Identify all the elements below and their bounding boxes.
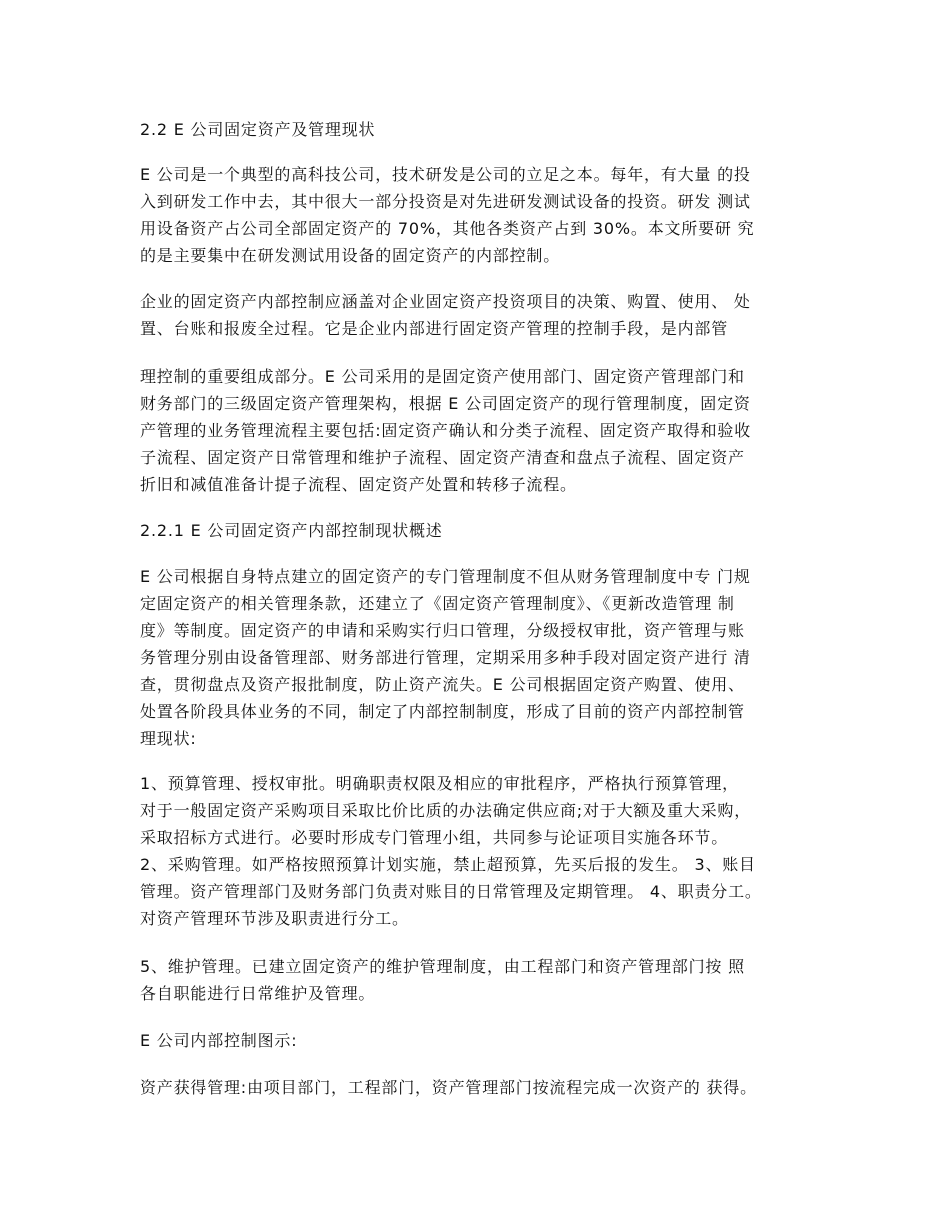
text-line: 查，贯彻盘点及资产报批制度，防止资产流失。E 公司根据固定资产购置、使用、 bbox=[140, 675, 745, 694]
text-line: 度》等制度。固定资产的申请和采购实行归口管理，分级授权审批，资产管理与账 bbox=[140, 621, 745, 640]
text-line: 对于一般固定资产采购项目采取比价比质的办法确定供应商;对于大额及重大采购， bbox=[140, 801, 751, 820]
text-line: 用设备资产占公司全部固定资产的 70%，其他各类资产占到 30%。本文所要研 究 bbox=[140, 219, 755, 238]
text-line: 2、采购管理。如严格按照预算计划实施，禁止超预算，先买后报的发生。 3、账目 bbox=[140, 855, 756, 874]
text-line: 入到研发工作中去，其中很大一部分投资是对先进研发测试设备的投资。研发 测试 bbox=[140, 192, 751, 211]
text-line: E 公司是一个典型的高科技公司，技术研发是公司的立足之本。每年，有大量 的投 bbox=[140, 165, 751, 184]
text-line: 定固定资产的相关管理条款，还建立了《固定资产管理制度》、《更新改造管理 制 bbox=[140, 594, 735, 613]
text-line: 子流程、固定资产日常管理和维护子流程、固定资产清查和盘点子流程、固定资产 bbox=[140, 448, 745, 467]
text-line: 产管理的业务管理流程主要包括:固定资产确认和分类子流程、固定资产取得和验收 bbox=[140, 421, 751, 440]
text-line: 采取招标方式进行。必要时形成专门管理小组，共同参与论证项目实施各环节。 bbox=[140, 828, 729, 847]
text-line: 对资产管理环节涉及职责进行分工。 bbox=[140, 909, 409, 928]
text-line: 的是主要集中在研发测试用设备的固定资产的内部控制。 bbox=[140, 246, 561, 265]
text-line: 折旧和减值准备计提子流程、固定资产处置和转移子流程。 bbox=[140, 475, 577, 494]
subsection-heading: 2.2.1 E 公司固定资产内部控制现状概述 bbox=[140, 521, 443, 540]
text-line: 管理。资产管理部门及财务部门负责对账目的日常管理及定期管理。 4、职责分工。 bbox=[140, 882, 762, 901]
text-line: 1、预算管理、授权审批。明确职责权限及相应的审批程序，严格执行预算管理， bbox=[140, 774, 739, 793]
text-line: 各自职能进行日常维护及管理。 bbox=[140, 984, 376, 1003]
section-heading: 2.2 E 公司固定资产及管理现状 bbox=[140, 120, 376, 139]
text-line: 财务部门的三级固定资产管理架构，根据 E 公司固定资产的现行管理制度，固定资 bbox=[140, 394, 751, 413]
text-line: 处置各阶段具体业务的不同，制定了内部控制制度，形成了目前的资产内部控制管 bbox=[140, 702, 745, 721]
paragraph-asset-acquisition: 资产获得管理:由项目部门，工程部门，资产管理部门按流程完成一次资产的 获得。 bbox=[140, 1078, 757, 1097]
text-line: 5、维护管理。已建立固定资产的维护管理制度，由工程部门和资产管理部门按 照 bbox=[140, 957, 745, 976]
text-line: 置、台账和报废全过程。它是企业内部进行固定资产管理的控制手段，是内部管 bbox=[140, 319, 729, 338]
text-line: E 公司根据自身特点建立的固定资产的专门管理制度不但从财务管理制度中专 门规 bbox=[140, 567, 751, 586]
text-line: 理现状: bbox=[140, 729, 197, 748]
diagram-caption: E 公司内部控制图示: bbox=[140, 1031, 298, 1050]
text-line: 理控制的重要组成部分。E 公司采用的是固定资产使用部门、固定资产管理部门和 bbox=[140, 367, 745, 386]
text-line: 务管理分别由设备管理部、财务部进行管理，定期采用多种手段对固定资产进行 清 bbox=[140, 648, 751, 667]
text-line: 企业的固定资产内部控制应涵盖对企业固定资产投资项目的决策、购置、使用、 处 bbox=[140, 292, 751, 311]
